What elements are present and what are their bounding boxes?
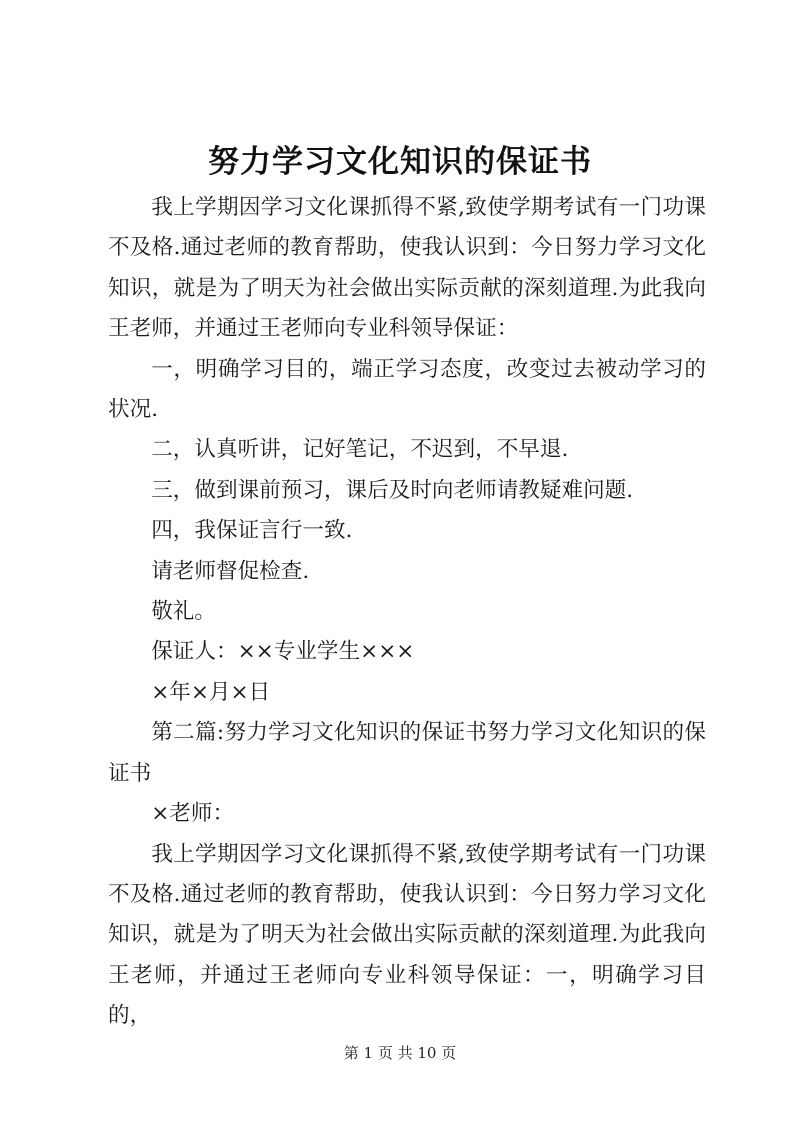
document-body — [108, 188, 706, 1037]
paragraph: 请老师督促检查. — [151, 558, 310, 584]
paragraph: 一，明确学习目的，端正学习态度，改变过去被动学习的状况. — [108, 356, 706, 423]
paragraph: 我上学期因学习文化课抓得不紧,致使学期考试有一门功课不及格.通过老师的教育帮助，使我认识到：今日努力学习文化知识，就是为了明天为社会做出实际贡献的深刻道理.为此我向王老师，并通过王老师向专业科领导保证：一，明确学习目的， — [108, 841, 706, 1029]
page-number-footer: 第 1 页 共 10 页 — [343, 1044, 457, 1062]
paragraph: 敬礼。 — [151, 599, 216, 625]
paragraph: 二，认真听讲，记好笔记，不迟到，不早退. — [151, 437, 569, 463]
paragraph: 我上学期因学习文化课抓得不紧,致使学期考试有一门功课不及格.通过老师的教育帮助，使我认识到：今日努力学习文化知识，就是为了明天为社会做出实际贡献的深刻道理.为此我向王老师，并通过王老师向专业科领导保证： — [108, 195, 706, 342]
paragraph: 第二篇:努力学习文化知识的保证书努力学习文化知识的保证书 — [108, 720, 706, 786]
paragraph: 四，我保证言行一致. — [151, 518, 353, 544]
paragraph: ×年×月×日 — [151, 679, 271, 705]
document-title: 努力学习文化知识的保证书 — [208, 144, 592, 180]
paragraph: ×老师： — [151, 801, 235, 827]
paragraph: 保证人：××专业学生××× — [151, 639, 415, 665]
paragraph: 三，做到课前预习，课后及时向老师请教疑难问题. — [151, 477, 634, 503]
